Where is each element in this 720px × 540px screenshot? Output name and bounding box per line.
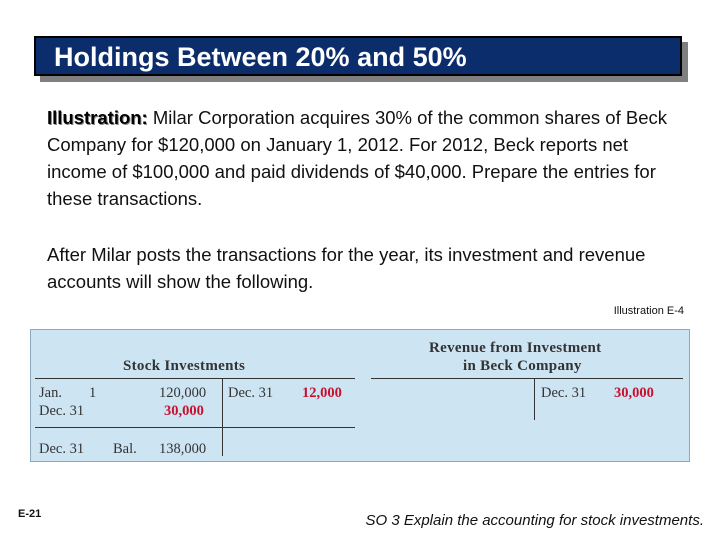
page-number: E-21 [18, 508, 42, 520]
illustration-paragraph [47, 104, 687, 212]
row3-date: Dec. 31 [39, 441, 85, 457]
stock-top-rule [35, 378, 355, 379]
row3-balance-label: Bal. [113, 441, 137, 457]
stock-balance-rule [35, 427, 355, 428]
study-objective: SO 3 Explain the accounting for stock investments. [365, 512, 704, 529]
illustration-label: Illustration: [47, 107, 148, 128]
revenue-credit-amount: 30,000 [614, 385, 654, 401]
revenue-title-line1: Revenue from Investment [429, 340, 602, 356]
row1-day: 1 [89, 385, 97, 401]
row2-date: Dec. 31 [39, 403, 85, 419]
row2-amount: 30,000 [164, 403, 204, 419]
row1-credit-amount: 12,000 [302, 385, 342, 401]
slide-title: Holdings Between 20% and 50% [54, 42, 467, 72]
revenue-center-rule [534, 378, 535, 420]
row3-amount: 138,000 [159, 441, 207, 457]
revenue-credit-date: Dec. 31 [541, 385, 587, 401]
t-accounts-figure [30, 329, 690, 462]
figure-label: Illustration E-4 [613, 305, 684, 317]
after-paragraph: After Milar posts the transactions for the year, its investment and revenue accounts will show the following. [47, 244, 646, 292]
revenue-top-rule [371, 378, 683, 379]
stock-center-rule [222, 378, 223, 456]
stock-investments-title: Stock Investments [123, 358, 246, 374]
row1-amount: 120,000 [159, 385, 207, 401]
row1-date: Jan. [39, 385, 62, 401]
row1-credit-date: Dec. 31 [228, 385, 274, 401]
illustration-text: Milar Corporation acquires 30% of the common shares of Beck Company for $120,000 on January 1, 2012. For 2012, Beck reports net income of $100,000 and paid dividends of $40,000. Prepare the entries for these transactions. [47, 107, 667, 209]
title-bar [34, 36, 682, 76]
revenue-title-line2: in Beck Company [463, 358, 582, 374]
